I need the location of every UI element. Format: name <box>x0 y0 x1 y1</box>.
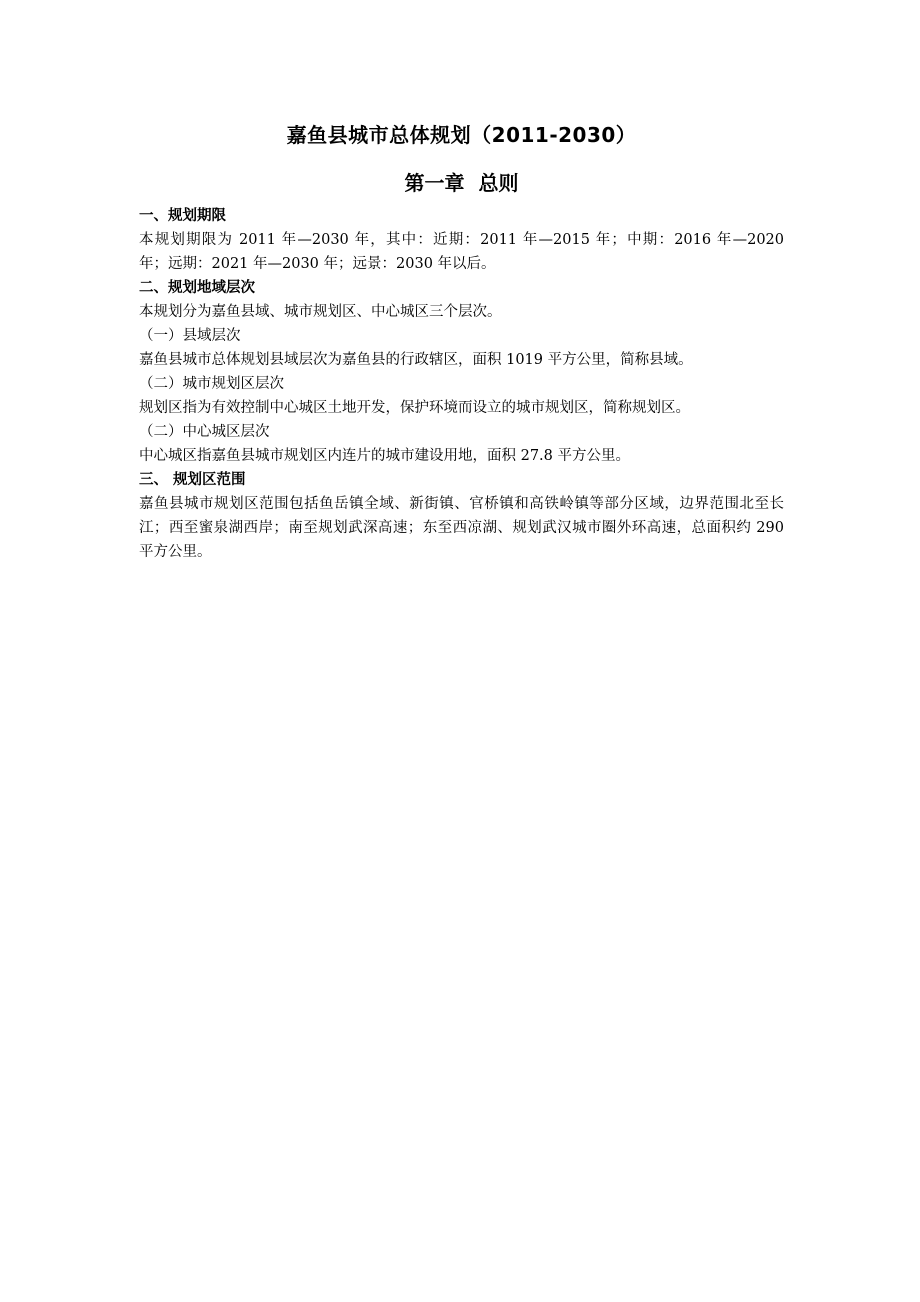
subsection-paragraph: 中心城区指嘉鱼县城市规划区内连片的城市建设用地，面积 27.8 平方公里。 <box>139 448 631 464</box>
section-heading: 二、规划地域层次 <box>139 280 255 296</box>
section-planning-area <box>139 468 784 564</box>
section-paragraph: 本规划期限为 2011 年—2030 年，其中：近期：2011 年—2015 年；中期：2016 年—2020 年；远期：2021 年—2030 年；远景：2030 年以后。 <box>139 232 784 272</box>
subsection-paragraph: 规划区指为有效控制中心城区土地开发，保护环境而设立的城市规划区，简称规划区。 <box>139 400 690 416</box>
section-heading: 三、 规划区范围 <box>139 472 246 488</box>
subsection-heading: （二）城市规划区层次 <box>139 376 284 392</box>
subsection-paragraph: 嘉鱼县城市总体规划县域层次为嘉鱼县的行政辖区，面积 1019 平方公里，简称县域。 <box>139 352 693 368</box>
subsection-heading: （一）县域层次 <box>139 328 241 344</box>
section-paragraph: 本规划分为嘉鱼县域、城市规划区、中心城区三个层次。 <box>139 304 502 320</box>
subsection-heading: （二）中心城区层次 <box>139 424 270 440</box>
section-planning-period <box>139 204 784 276</box>
document-body <box>139 120 784 564</box>
section-paragraph: 嘉鱼县城市规划区范围包括鱼岳镇全域、新街镇、官桥镇和高铁岭镇等部分区域，边界范围北至长江；西至蜜泉湖西岸；南至规划武深高速；东至西凉湖、规划武汉城市圈外环高速，总面积约 290 平方公里。 <box>139 496 784 560</box>
section-planning-levels <box>139 276 784 468</box>
document-title: 嘉鱼县城市总体规划（2011-2030） <box>286 123 637 147</box>
section-heading: 一、规划期限 <box>139 208 226 224</box>
chapter-title: 第一章 总则 <box>404 171 519 195</box>
